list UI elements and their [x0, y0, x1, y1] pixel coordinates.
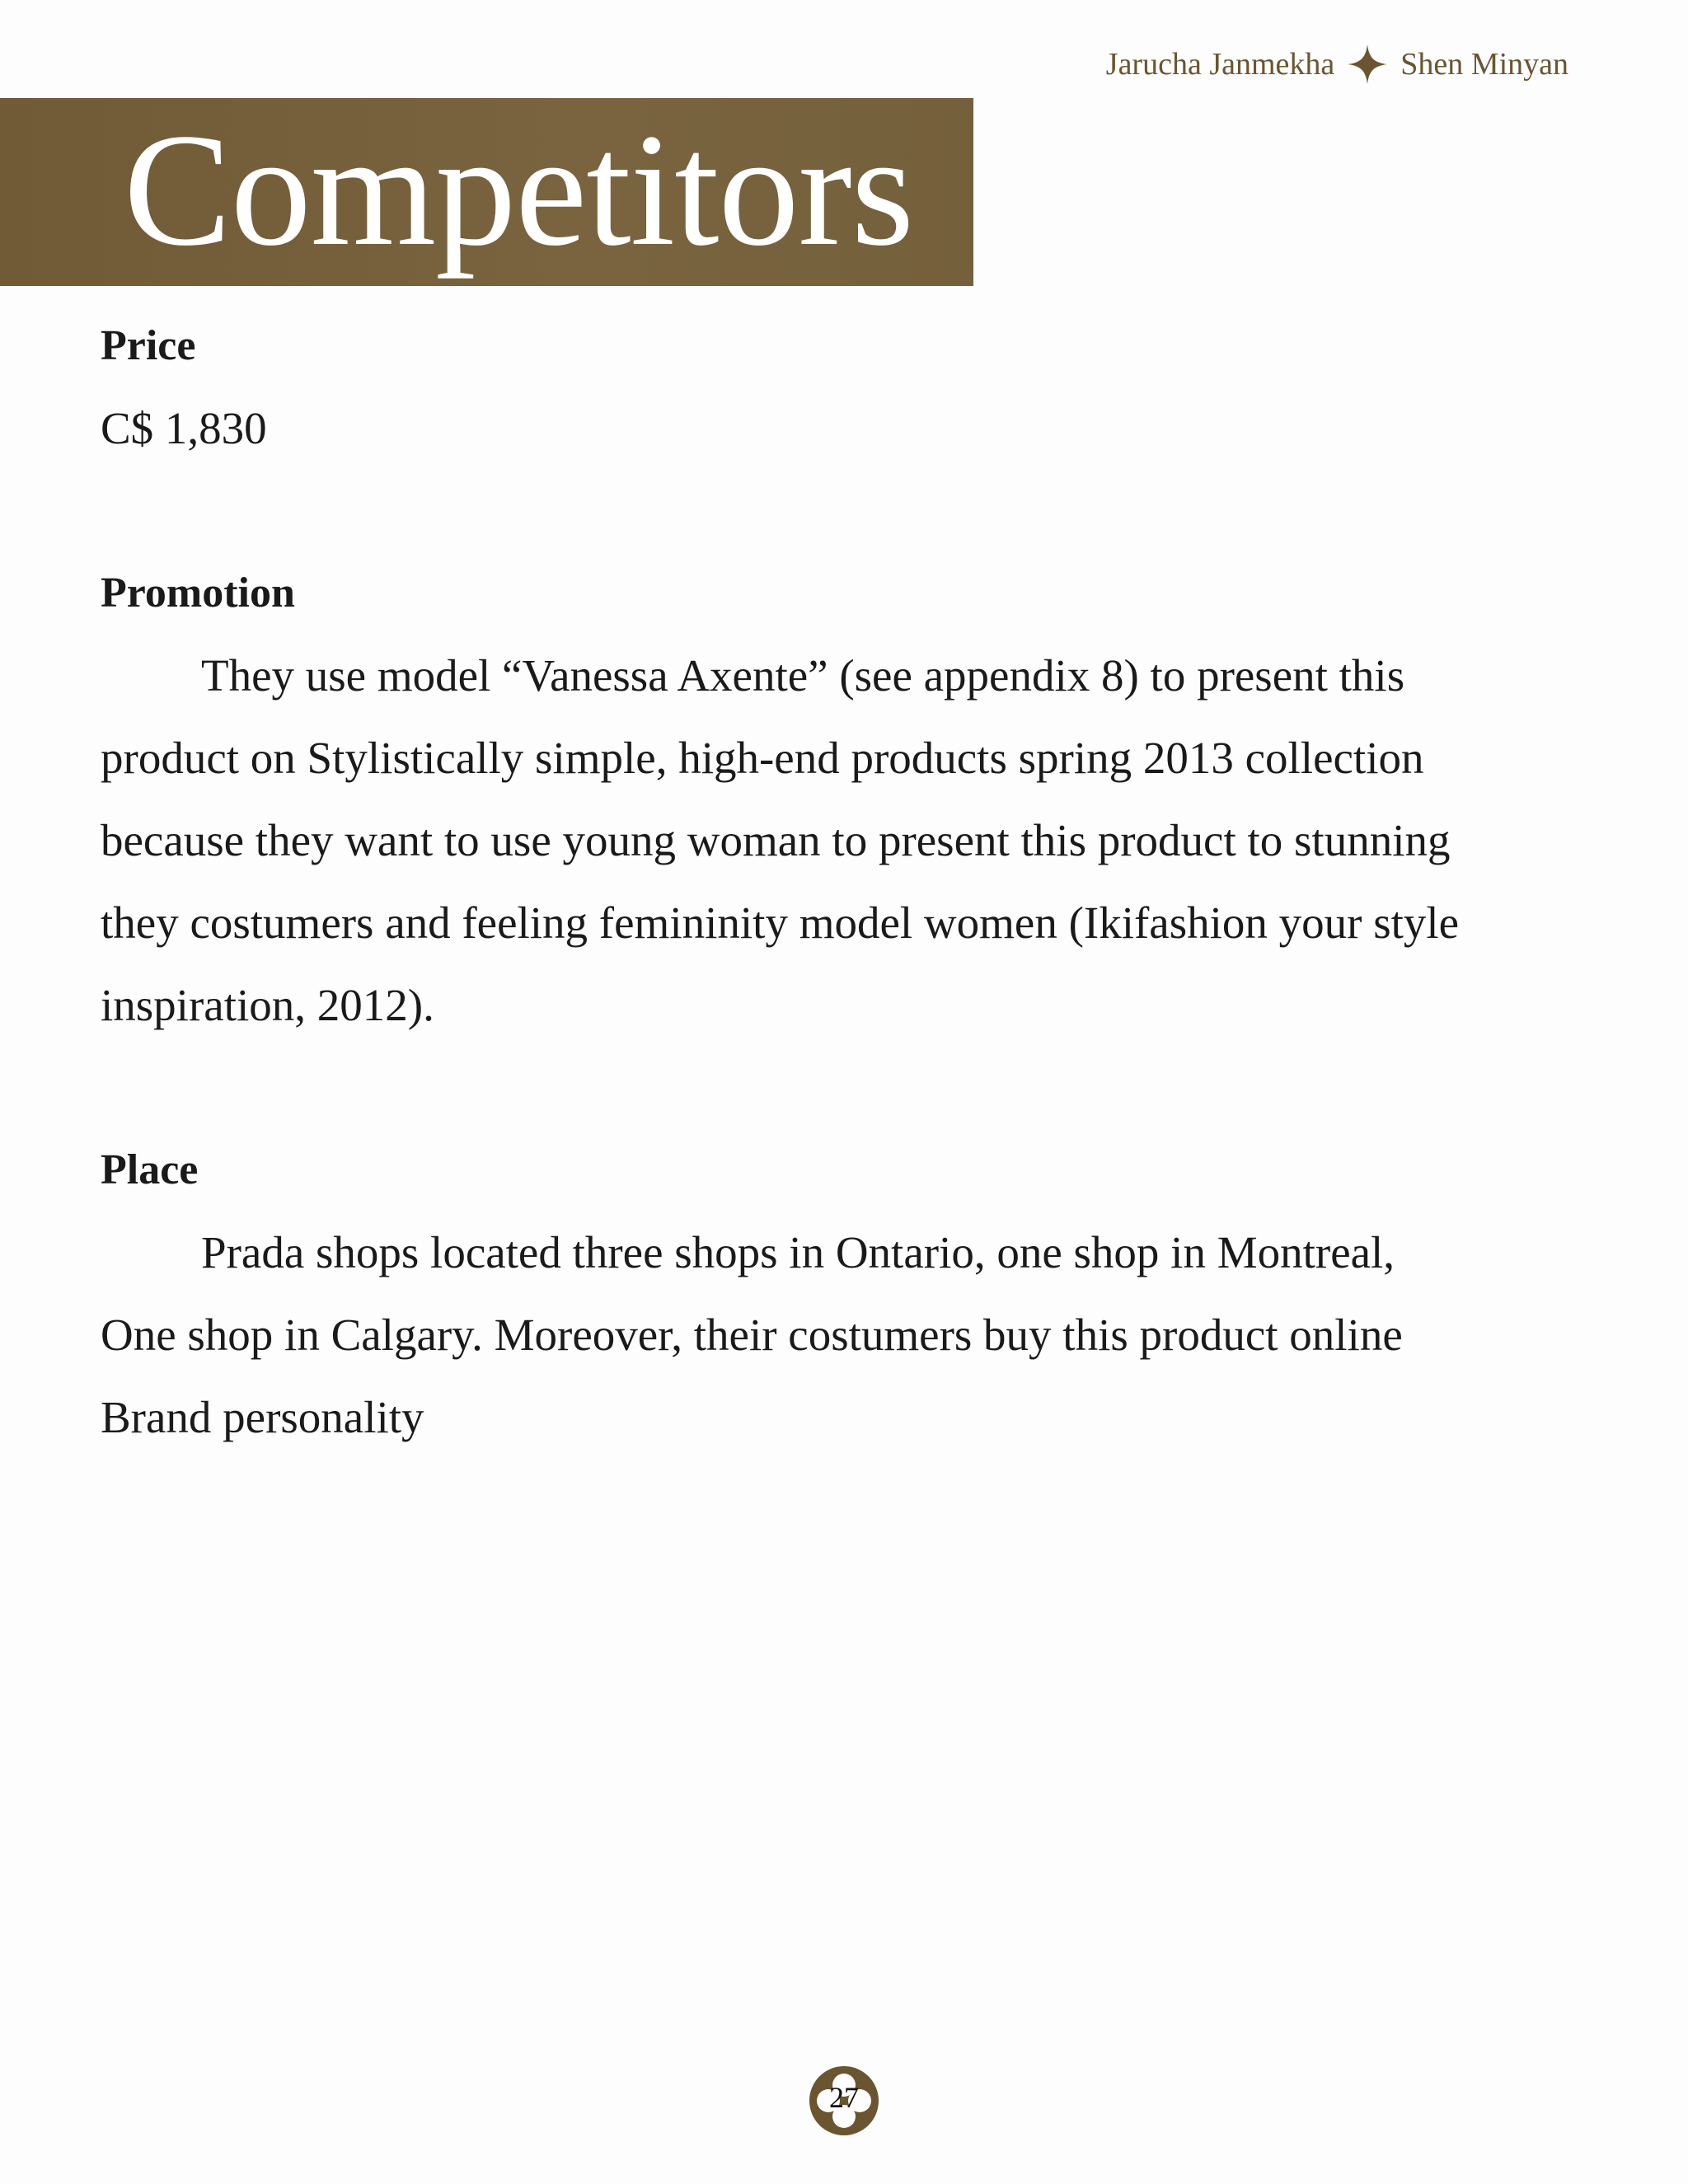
author-right: Shen Minyan — [1400, 47, 1568, 82]
four-point-star-icon — [1346, 43, 1389, 86]
title-band — [0, 98, 973, 286]
promotion-line: inspiration, 2012). — [101, 980, 434, 1030]
place-line: Prada shops located three shops in Ontario, one shop in Montreal, — [201, 1227, 1395, 1277]
price-heading: Price — [101, 322, 196, 369]
place-section — [101, 1129, 1588, 1459]
promotion-line: they costumers and feeling femininity model women (Ikifashion your style — [101, 898, 1460, 948]
page-number: 27 — [829, 2081, 859, 2114]
spacer — [101, 1047, 1588, 1129]
promotion-line: They use model “Vanessa Axente” (see appendix 8) to present this — [201, 650, 1405, 701]
promotion-section — [101, 552, 1588, 1047]
promotion-line: because they want to use young woman to present this product to stunning — [101, 815, 1451, 865]
main-content — [101, 305, 1588, 1459]
price-section — [101, 305, 1588, 470]
page-title: Competitors — [124, 101, 914, 279]
place-line: Brand personality — [101, 1392, 424, 1442]
promotion-line: product on Stylistically simple, high-end products spring 2013 collection — [101, 733, 1424, 783]
page-number-badge — [808, 2064, 880, 2137]
place-line: One shop in Calgary. Moreover, their costumers buy this product online — [101, 1310, 1403, 1360]
spacer — [101, 470, 1588, 552]
author-left: Jarucha Janmekha — [1105, 47, 1335, 82]
price-value: C$ 1,830 — [101, 403, 267, 453]
header-authors — [1106, 43, 1568, 86]
promotion-heading: Promotion — [101, 569, 295, 616]
place-heading: Place — [101, 1146, 199, 1193]
